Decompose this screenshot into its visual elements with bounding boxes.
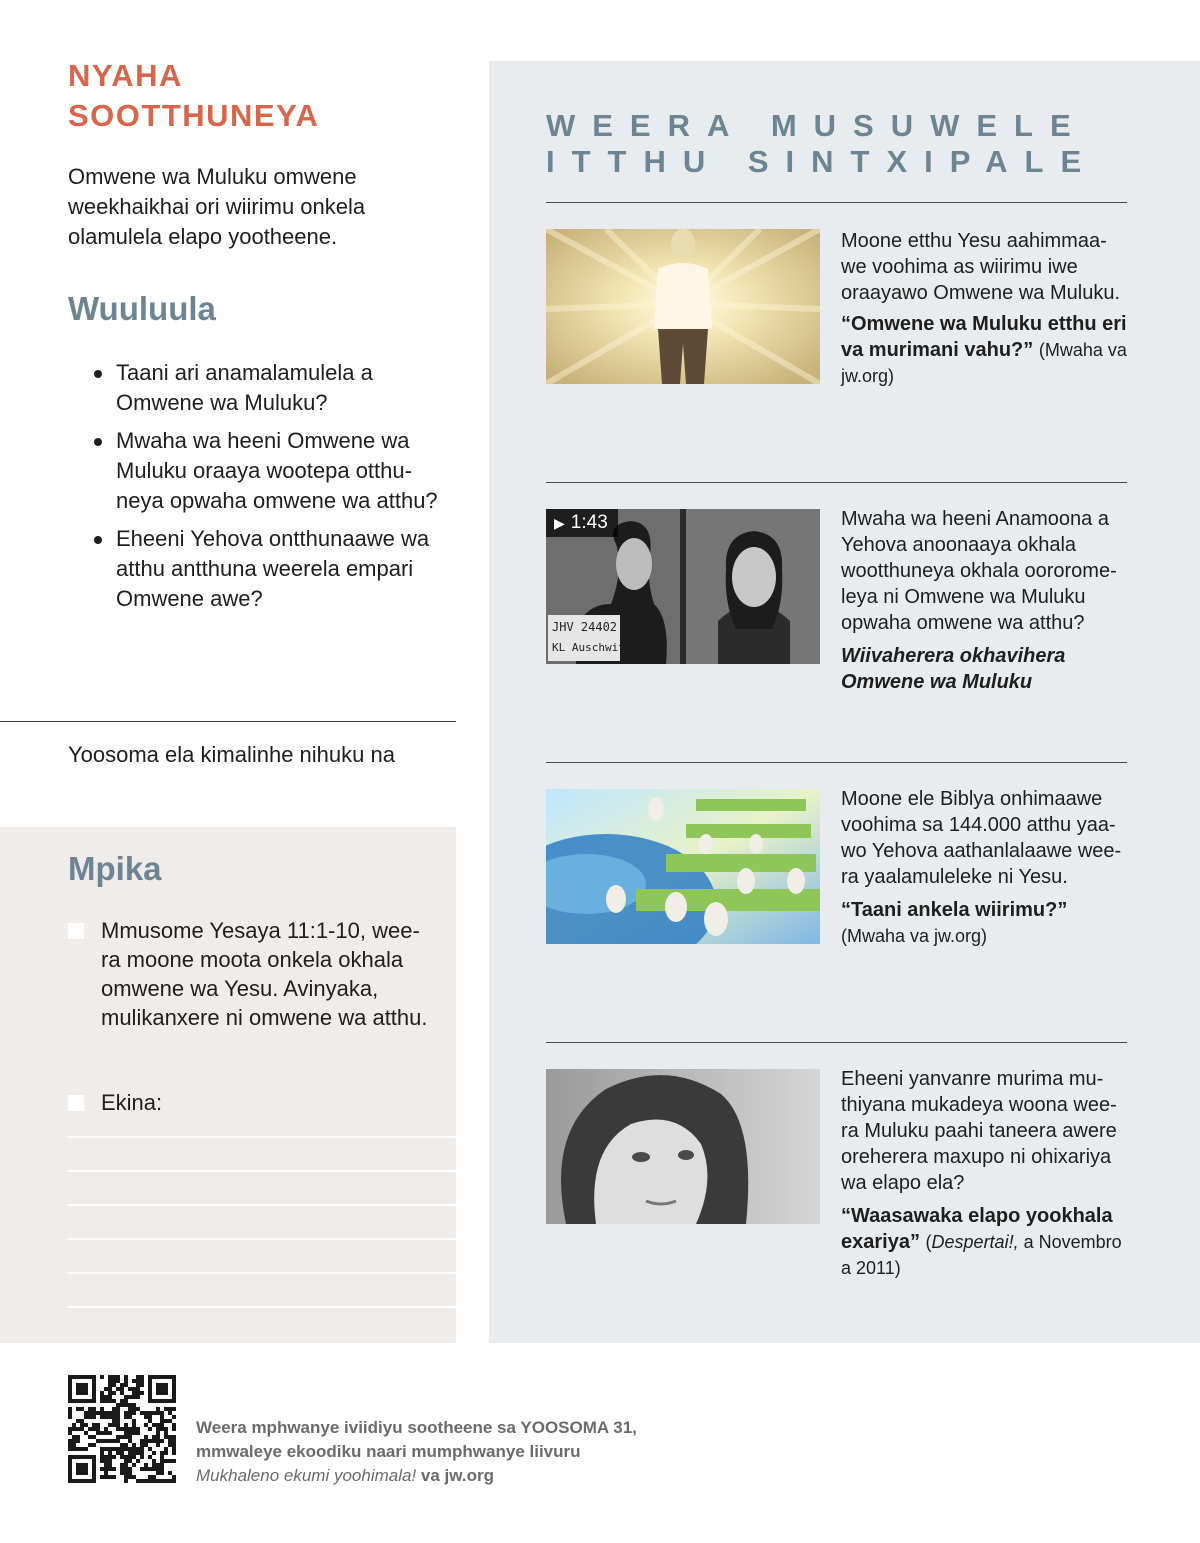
write-in-line[interactable] (68, 1238, 456, 1240)
item-reference[interactable]: “Waasawaka elapo yookhala exariya” (Despertai!, a Novembro a 2011) (841, 1205, 1122, 1278)
footer-line: mmwaleye ekoodiku naari mumphwanye liivuru (196, 1442, 581, 1461)
reference-source: (Mwaha va jw.org) (841, 340, 1127, 386)
item-reference[interactable] (841, 897, 1131, 949)
section-divider (0, 721, 456, 722)
footer-site: va jw.org (420, 1466, 494, 1485)
item-reference[interactable] (841, 311, 1131, 389)
item-divider (546, 762, 1127, 763)
summary-heading: NYAHA SOOTTHUNEYA (68, 58, 320, 133)
write-in-line[interactable] (68, 1306, 456, 1308)
svg-text:KL Auschwitz: KL Auschwitz (552, 641, 632, 654)
item-divider (546, 1042, 1127, 1043)
reference-date: a Novembro a 2011) (841, 1232, 1122, 1278)
book-title[interactable]: Mukhaleno ekumi yoohimala! (196, 1466, 417, 1485)
item-reference[interactable] (841, 643, 1131, 695)
assignment-heading: Mpika (68, 850, 162, 887)
reference-title[interactable]: “Waasawaka elapo yookhala exariya” (841, 1205, 1113, 1253)
assignment-task (68, 1088, 428, 1117)
reference-title[interactable]: “Omwene wa Muluku etthu eri va murimani vahu?” (841, 313, 1127, 361)
reference-title[interactable]: “Taani ankela wiirimu?” (841, 899, 1068, 921)
review-question-list (92, 358, 458, 622)
item-description: Moone ele Biblya onhimaawe voohima sa 144.000 atthu yaa- wo Yehova aathanlalaawe wee- ra yaalamuleleke ni Yesu. (841, 788, 1122, 888)
item-divider (546, 482, 1127, 483)
item-divider (546, 202, 1127, 203)
svg-text:JHV 24402: JHV 24402 (552, 620, 618, 634)
item-description: Eheeni yanvanre murima mu- thiyana mukadeya woona wee- ra Muluku paahi taneera awere oreherera maxupo ni ohixariya wa elapo ela? (841, 1068, 1117, 1194)
review-heading: Wuuluula (68, 290, 216, 327)
write-in-line[interactable] (68, 1136, 456, 1138)
footer-line: Weera mphwanye iviidiyu sootheene sa YOOSOMA 31, (196, 1418, 637, 1437)
write-in-line[interactable] (68, 1204, 456, 1206)
reference-publication: Despertai!, (931, 1232, 1019, 1252)
summary-text: Omwene wa Muluku omwene weekhaikhai ori wiirimu onkela olamulela elapo yootheene. (68, 164, 366, 249)
video-duration-badge (546, 509, 618, 537)
play-icon: ▶ (554, 515, 565, 531)
studied-date-label: Yoosoma ela kimalinhe nihuku na (68, 742, 395, 767)
article-thumbnail-woman-portrait[interactable] (546, 1069, 820, 1224)
task-text: Ekina: (101, 1090, 163, 1115)
review-question: Mwaha wa heeni Omwene wa Muluku oraaya wootepa otthu- neya opwaha omwene wa atthu? (92, 426, 458, 516)
reference-title[interactable]: Wiivaherera okhavihera Omwene wa Muluku (841, 645, 1066, 693)
video-duration: 1:43 (570, 512, 608, 533)
review-question: Taani ari anamalamulela a Omwene wa Muluku? (92, 358, 458, 418)
review-question: Eheeni Yehova ontthunaawe wa atthu antthuna weerela empari Omwene awe? (92, 524, 458, 614)
write-in-line[interactable] (68, 1170, 456, 1172)
article-thumbnail-heavenly-thrones[interactable] (546, 789, 820, 944)
task-text: Mmusome Yesaya 11:1-10, wee- ra moone moota onkela okhala omwene wa Yesu. Avinyaka, mulikanxere ni omwene wa atthu. (101, 918, 428, 1030)
item-description: Moone etthu Yesu aahimmaa- we voohima as wiirimu iwe oraayawo Omwene wa Muluku. (841, 230, 1121, 304)
task-checkbox[interactable] (68, 1095, 84, 1111)
explore-heading: WEERA MUSUWELE ITTHU SINTXIPALE (546, 108, 1099, 179)
footer-line (196, 1464, 716, 1488)
qr-code-icon[interactable] (68, 1375, 176, 1483)
article-thumbnail-glowing-man[interactable] (546, 229, 820, 384)
assignment-panel (0, 827, 456, 1343)
task-checkbox[interactable] (68, 923, 84, 939)
reference-source: (Mwaha va jw.org) (841, 926, 988, 946)
footer-note (196, 1416, 716, 1488)
write-in-line[interactable] (68, 1272, 456, 1274)
item-description: Mwaha wa heeni Anamoona a Yehova anoonaaya okhala wootthuneya okhala oororome- leya ni Omwene wa Muluku opwaha omwene wa atthu? (841, 508, 1117, 634)
video-thumbnail-prisoner-photos[interactable] (546, 509, 820, 664)
assignment-task (68, 916, 428, 1032)
